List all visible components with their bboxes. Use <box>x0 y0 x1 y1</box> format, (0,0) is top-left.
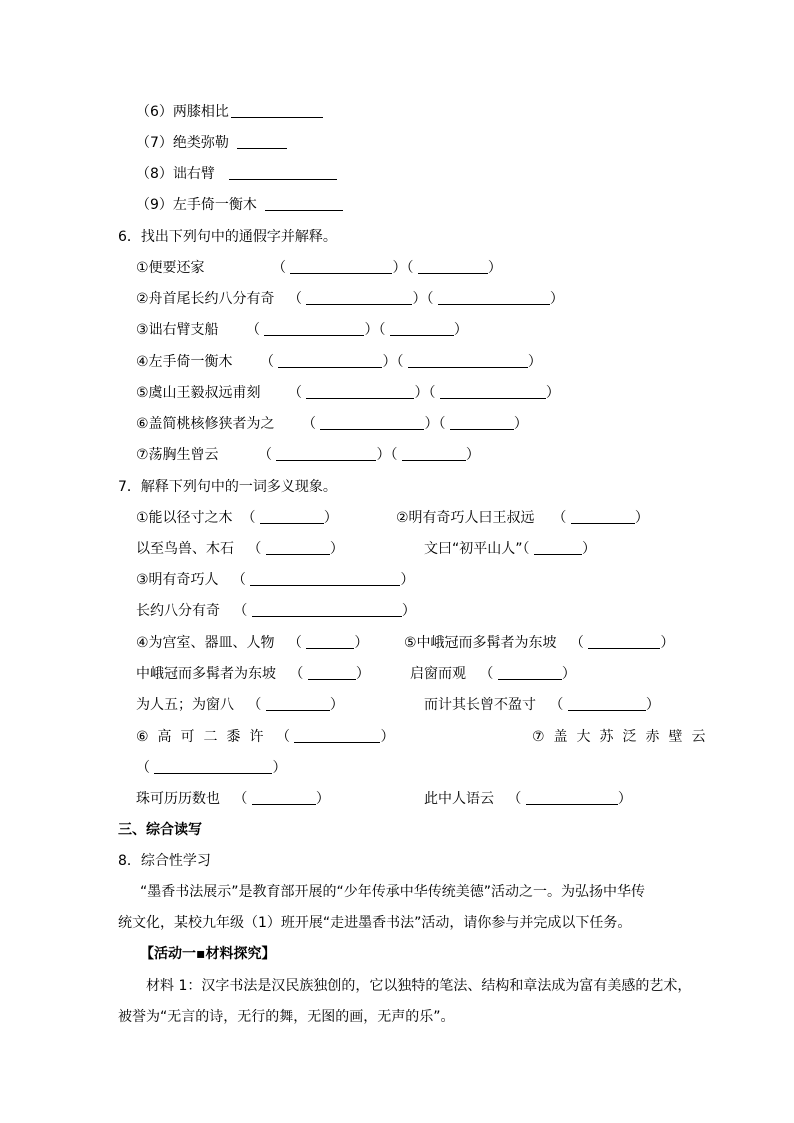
answer-blank[interactable] <box>402 446 466 461</box>
answer-blank[interactable] <box>154 759 272 774</box>
activity-heading: 【活动一▪材料探究】 <box>140 946 276 962</box>
paragraph-line: 统文化，某校九年级（1）班开展“走进墨香书法”活动，请你参与并完成以下任务。 <box>118 915 632 931</box>
q6-title: 6．找出下列句中的通假字并解释。 <box>118 229 337 245</box>
answer-blank[interactable] <box>440 384 546 399</box>
q7-item-2a: 以至鸟兽、木石 （ ） <box>136 541 344 557</box>
answer-blank[interactable] <box>252 602 402 617</box>
answer-blank[interactable] <box>290 259 392 274</box>
answer-blank[interactable] <box>231 103 323 118</box>
q7-item-1a: ①能以径寸之木 （ ） <box>136 510 338 526</box>
answer-blank[interactable] <box>229 165 337 180</box>
q5-item-9: （9）左手倚一衡木 <box>136 195 343 215</box>
answer-blank[interactable] <box>571 509 635 524</box>
answer-blank[interactable] <box>276 446 376 461</box>
q6-item-6: ⑥盖简桃核修狭者为之 <box>136 416 275 432</box>
q8-title: 8．综合性学习 <box>118 853 211 869</box>
q6-item-7: ⑦荡胸生曾云 <box>136 447 219 463</box>
q5-item-7: （7）绝类弥勒 <box>136 133 287 153</box>
answer-pair: （ ）（ ） <box>258 447 480 463</box>
answer-blank[interactable] <box>568 696 646 711</box>
q7-item-5b: ⑤中峨冠而多髯者为东坡 （ ） <box>404 635 675 651</box>
answer-paren: （ ） <box>276 729 395 745</box>
q6-item-2: ②舟首尾长约八分有奇 <box>136 291 275 307</box>
answer-blank[interactable] <box>438 290 550 305</box>
answer-pair: （ ）（ ） <box>272 260 502 276</box>
answer-pair: （ ）（ ） <box>246 322 468 338</box>
answer-pair: （ ）（ ） <box>288 291 564 307</box>
answer-blank[interactable] <box>264 321 364 336</box>
answer-blank[interactable] <box>260 509 324 524</box>
q6-item-3: ③诎右臂支船 <box>136 322 219 338</box>
q7-item-8b: ⑦盖大苏泛赤壁云 <box>532 729 715 745</box>
answer-pair: （ ）（ ） <box>302 416 528 432</box>
answer-blank[interactable] <box>390 321 454 336</box>
answer-blank[interactable] <box>265 196 343 211</box>
answer-blank[interactable] <box>250 571 400 586</box>
answer-blank[interactable] <box>450 415 514 430</box>
q7-item-7b: 而计其长曾不盈寸 （ ） <box>424 697 660 713</box>
answer-blank[interactable] <box>498 665 562 680</box>
answer-pair: （ ）（ ） <box>288 385 560 401</box>
q7-title: 7．解释下列句中的一词多义现象。 <box>118 479 337 495</box>
q7-item-4: 长约八分有奇 （ ） <box>136 603 416 619</box>
q5-item-8: （8）诎右臂 <box>136 164 337 184</box>
answer-blank[interactable] <box>266 540 330 555</box>
q7-item-8a: ⑥高可二黍许 <box>136 729 273 745</box>
q6-item-5: ⑤虞山王毅叔远甫刻 <box>136 385 261 401</box>
q7-item-6a: 中峨冠而多髯者为东坡 （ ） <box>136 666 370 682</box>
section-title: 三、综合读写 <box>118 822 202 838</box>
answer-blank[interactable] <box>252 790 316 805</box>
answer-paren: （ ） <box>136 760 287 776</box>
answer-blank[interactable] <box>418 259 488 274</box>
answer-blank[interactable] <box>308 665 356 680</box>
answer-blank[interactable] <box>306 634 354 649</box>
q7-item-6b: 启窗而观 （ ） <box>410 666 576 682</box>
answer-blank[interactable] <box>588 634 660 649</box>
answer-blank[interactable] <box>294 728 380 743</box>
answer-blank[interactable] <box>237 134 287 149</box>
answer-blank[interactable] <box>278 353 382 368</box>
q7-item-5a: ④为宫室、器皿、人物 （ ） <box>136 635 369 651</box>
q6-item-4: ④左手倚一衡木 <box>136 354 233 370</box>
answer-blank[interactable] <box>408 353 528 368</box>
paragraph-line: 被誉为“无言的诗，无行的舞，无图的画，无声的乐”。 <box>118 1009 455 1025</box>
q7-item-7a: 为人五；为窗八 （ ） <box>136 697 344 713</box>
q7-item-2b: 文曰“初平山人”（ ） <box>424 541 596 557</box>
paragraph-line: 材料 1：汉字书法是汉民族独创的，它以独特的笔法、结构和章法成为富有美感的艺术， <box>146 978 692 994</box>
answer-blank[interactable] <box>266 696 330 711</box>
q7-item-3: ③明有奇巧人 （ ） <box>136 572 415 588</box>
q7-item-1b: ②明有奇巧人曰王叔远 （ ） <box>396 510 649 526</box>
answer-blank[interactable] <box>306 290 412 305</box>
q7-item-10b: 此中人语云 （ ） <box>424 791 632 807</box>
answer-pair: （ ）（ ） <box>260 354 542 370</box>
answer-blank[interactable] <box>534 540 582 555</box>
q6-item-1: ①便要还家 <box>136 260 205 276</box>
q5-item-6: （6）两膝相比 <box>136 102 323 122</box>
answer-blank[interactable] <box>526 790 618 805</box>
answer-blank[interactable] <box>306 384 414 399</box>
q7-item-10a: 珠可历历数也 （ ） <box>136 791 330 807</box>
paragraph-line: “墨香书法展示”是教育部开展的“少年传承中华传统美德”活动之一。为弘扬中华传 <box>140 884 646 900</box>
answer-blank[interactable] <box>320 415 424 430</box>
